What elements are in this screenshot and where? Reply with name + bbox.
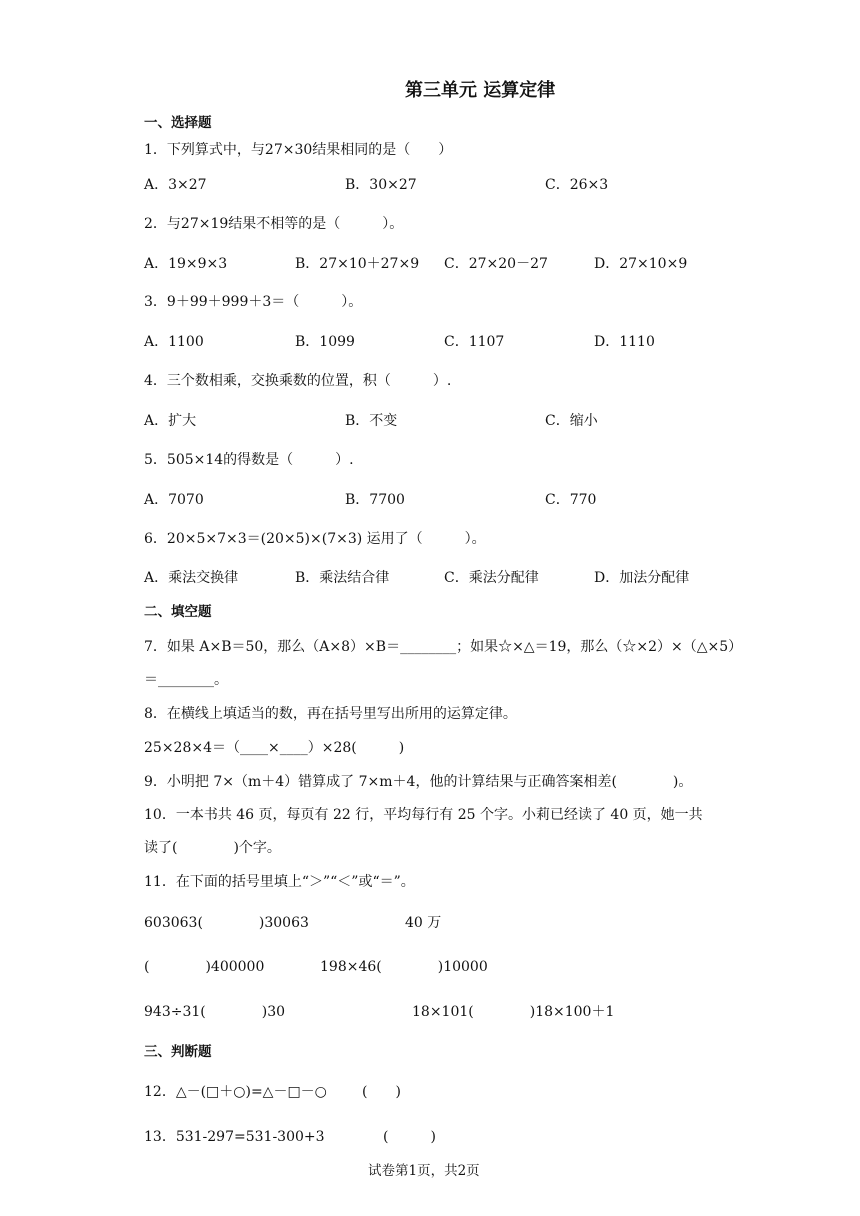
question-5-option-c: C．770 bbox=[545, 492, 597, 508]
question-8-stem: 8．在横线上填适当的数，再在括号里写出所用的运算定律。 bbox=[144, 706, 517, 722]
question-5-option-a: A．7070 bbox=[144, 492, 204, 508]
question-11-row-1-right: 40 万 bbox=[405, 915, 442, 931]
question-6-option-c: C．乘法分配律 bbox=[444, 570, 539, 586]
question-5-option-b: B．7700 bbox=[345, 492, 405, 508]
question-11-row-3-left: 943÷31( )30 bbox=[144, 1004, 286, 1020]
question-1-stem: 1．下列算式中，与27×30结果相同的是（ ） bbox=[144, 142, 453, 158]
page-footer: 试卷第1页，共2页 bbox=[368, 1163, 480, 1179]
question-3-option-c: C．1107 bbox=[444, 334, 505, 350]
question-2-option-a: A．19×9×3 bbox=[144, 256, 228, 272]
question-6-option-b: B．乘法结合律 bbox=[295, 570, 390, 586]
question-10-line-1: 10．一本书共 46 页，每页有 22 行，平均每行有 25 个字。小莉已经读了 40 页，她一共 bbox=[144, 807, 703, 823]
section-heading-fill: 二、填空题 bbox=[144, 604, 212, 620]
question-6-option-d: D．加法分配律 bbox=[594, 570, 690, 586]
question-4-option-a: A．扩大 bbox=[144, 413, 197, 429]
page-title: 第三单元 运算定律 bbox=[405, 80, 556, 101]
question-3-stem: 3．9＋99＋999＋3＝（ ）。 bbox=[144, 294, 363, 310]
question-6-option-a: A．乘法交换律 bbox=[144, 570, 239, 586]
question-3-option-d: D．1110 bbox=[594, 334, 655, 350]
question-9-stem: 9．小明把 7×（m＋4）错算成了 7×m＋4，他的计算结果与正确答案相差( )。 bbox=[144, 774, 693, 790]
question-8-expression: 25×28×4＝（____×____）×28( ) bbox=[144, 740, 405, 756]
question-7-line-1: 7．如果 A×B＝50，那么（A×8）×B＝________；如果☆×△＝19，那么（☆×2）×（△×5） bbox=[144, 639, 743, 655]
question-10-line-2: 读了( )个字。 bbox=[144, 840, 281, 856]
question-1-option-a: A．3×27 bbox=[144, 177, 207, 193]
section-heading-choice: 一、选择题 bbox=[144, 115, 212, 131]
question-3-option-b: B．1099 bbox=[295, 334, 355, 350]
question-13-answer-paren: ( ) bbox=[383, 1129, 436, 1145]
question-7-line-2: ＝________。 bbox=[144, 672, 228, 688]
question-12-answer-paren: ( ) bbox=[362, 1084, 401, 1100]
question-5-stem: 5．505×14的得数是（ ）. bbox=[144, 452, 354, 468]
question-11-row-1-left: 603063( )30063 bbox=[144, 915, 309, 931]
question-11-stem: 11．在下面的括号里填上“＞”“＜”或“＝”。 bbox=[144, 874, 415, 890]
question-11-row-3-right: 18×101( )18×100＋1 bbox=[412, 1004, 615, 1020]
question-1-option-c: C．26×3 bbox=[545, 177, 609, 193]
question-12-stem: 12．△－(□＋○)=△－□－○ bbox=[144, 1084, 327, 1100]
question-11-row-2-left: ( )400000 bbox=[144, 959, 265, 975]
question-2-option-d: D．27×10×9 bbox=[594, 256, 688, 272]
question-11-row-2-right: 198×46( )10000 bbox=[320, 959, 488, 975]
question-3-option-a: A．1100 bbox=[144, 334, 204, 350]
question-1-option-b: B．30×27 bbox=[345, 177, 417, 193]
question-2-stem: 2．与27×19结果不相等的是（ ）。 bbox=[144, 216, 404, 232]
question-4-option-c: C．缩小 bbox=[545, 413, 598, 429]
question-4-stem: 4．三个数相乘，交换乘数的位置，积（ ）. bbox=[144, 373, 452, 389]
question-6-stem: 6．20×5×7×3＝(20×5)×(7×3) 运用了（ ）。 bbox=[144, 531, 486, 547]
question-2-option-b: B．27×10＋27×9 bbox=[295, 256, 420, 272]
question-13-stem: 13．531-297=531-300+3 bbox=[144, 1129, 325, 1145]
question-4-option-b: B．不变 bbox=[345, 413, 398, 429]
question-2-option-c: C．27×20－27 bbox=[444, 256, 548, 272]
section-heading-judge: 三、判断题 bbox=[144, 1044, 212, 1060]
